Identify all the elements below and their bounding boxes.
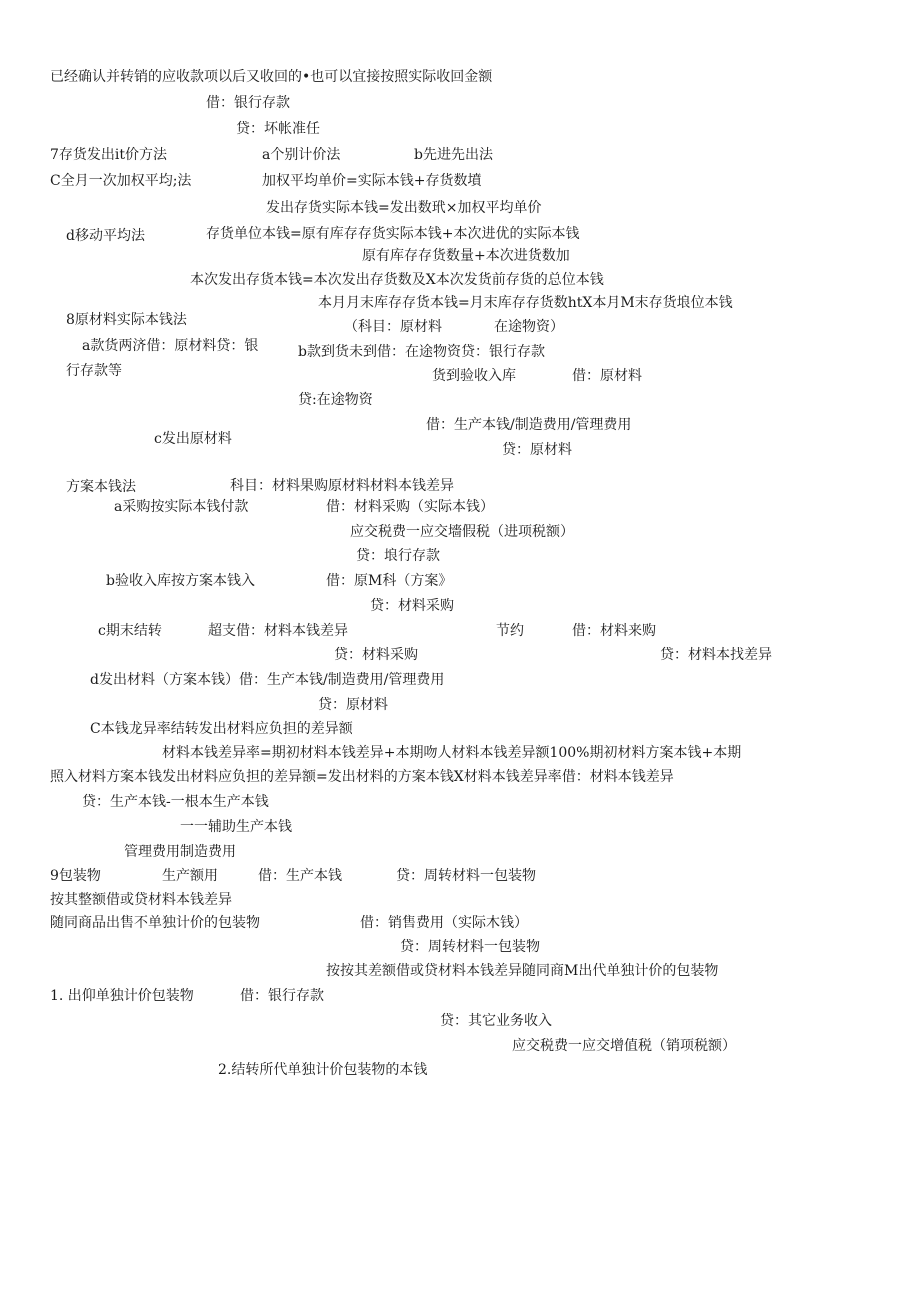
text-line: 货到验收入库 bbox=[432, 368, 516, 384]
text-line: C本钱龙异率结转发出材料应负担的差异额 bbox=[90, 721, 353, 737]
text-line: a款货两济借：原材料贷：银 bbox=[82, 338, 259, 354]
text-line: 本次发出存货本钱=本次发出存货数及X本次发货前存货的总位本钱 bbox=[190, 272, 604, 288]
text-line: 一一辅助生产本钱 bbox=[180, 819, 292, 835]
text-line: 管理费用制造费用 bbox=[124, 844, 236, 860]
text-line: 节约 bbox=[496, 623, 524, 639]
text-line: （科目：原材料 bbox=[344, 319, 442, 335]
text-line: 借：销售费用（实际木钱） bbox=[360, 915, 528, 931]
text-line: 科目：材料果购原材料材料本钱差异 bbox=[230, 478, 454, 494]
text-line: 在途物资） bbox=[494, 319, 564, 335]
text-line: 应交税费一应交增值税（销项税额） bbox=[512, 1038, 736, 1054]
text-line: 加权平均单价=实际本钱+存货数墳 bbox=[262, 173, 482, 189]
text-line: 随同商品出售不单独计价的包装物 bbox=[50, 915, 260, 931]
text-line: 贷：材料本找差异 bbox=[660, 647, 772, 663]
text-line: C全月一次加权平均;法 bbox=[50, 173, 192, 189]
text-line: 借：材料采购（实际本钱） bbox=[326, 499, 494, 515]
text-line: 2.结转所代单独计价包装物的本钱 bbox=[218, 1062, 428, 1078]
text-line: d发出材料（方案本钱）借：生产本钱/制造费用/管理费用 bbox=[90, 672, 445, 688]
text-line: 借：原M科（方案》 bbox=[326, 573, 453, 589]
text-line: 1. 出仰单独计价包装物 bbox=[50, 988, 194, 1004]
text-line: 贷：材料采购 bbox=[370, 598, 454, 614]
text-line: b款到货未到借：在途物资贷：银行存款 bbox=[298, 344, 545, 360]
text-line: 7存货发出it价方法 bbox=[50, 147, 168, 163]
text-line: 贷：原材料 bbox=[318, 697, 388, 713]
text-line: 贷：周转材料一包装物 bbox=[396, 868, 536, 884]
text-line: d移动平均法 bbox=[66, 228, 145, 244]
text-line: 9包装物 bbox=[50, 868, 101, 884]
text-line: 贷：其它业务收入 bbox=[440, 1013, 552, 1029]
text-line: 贷：周转材料一包装物 bbox=[400, 939, 540, 955]
text-line: 生产额用 bbox=[162, 868, 218, 884]
text-line: a个别计价法 bbox=[262, 147, 341, 163]
text-line: 已经确认并转销的应收款项以后又收回的•也可以宜接按照实际收回金额 bbox=[50, 69, 493, 85]
text-line: 方案本钱法 bbox=[66, 479, 136, 495]
text-line: 贷：原材料 bbox=[502, 442, 572, 458]
text-line: 原有库存存货数量+本次进货数加 bbox=[362, 248, 570, 264]
text-line: 8原材料实际本钱法 bbox=[66, 312, 187, 328]
text-line: 行存款等 bbox=[66, 363, 122, 379]
text-line: 按其整额借或贷材料本钱差异 bbox=[50, 892, 232, 908]
text-line: 本月月末库存存货本钱=月末库存存货数htX本月M末存货埌位本钱 bbox=[318, 295, 733, 311]
text-line: 贷：生产本钱-一根本生产本钱 bbox=[82, 794, 269, 810]
text-line: b先进先出法 bbox=[414, 147, 493, 163]
text-line: 超支借：材料本钱差异 bbox=[208, 623, 348, 639]
text-line: c期末结转 bbox=[98, 623, 162, 639]
text-line: 借：银行存款 bbox=[206, 95, 290, 111]
text-line: 贷:在途物资 bbox=[298, 392, 373, 408]
text-line: 借：生产本钱 bbox=[258, 868, 342, 884]
text-line: 按按其差额借或贷材料本钱差异随同商M出代单独计价的包装物 bbox=[326, 963, 719, 979]
text-line: 材料本钱差异率=期初材料本钱差异+本期吻人材料本钱差异额100%期初材料方案本钱+本期 bbox=[162, 745, 742, 761]
text-line: a采购按实际本钱付款 bbox=[114, 499, 249, 515]
text-line: 借：原材料 bbox=[572, 368, 642, 384]
text-line: b验收入库按方案本钱入 bbox=[106, 573, 255, 589]
text-line: 贷：坏帐准任 bbox=[236, 121, 320, 137]
text-line: 应交税费一应交墻假税（进项税额） bbox=[350, 524, 574, 540]
text-line: c发出原材料 bbox=[154, 431, 232, 447]
text-line: 借：银行存款 bbox=[240, 988, 324, 1004]
text-line: 贷：埌行存款 bbox=[356, 548, 440, 564]
text-line: 借：材料来购 bbox=[572, 623, 656, 639]
text-line: 照入材料方案本钱发出材料应负担的差异额=发出材料的方案本钱X材料本钱差异率借：材料本钱差异 bbox=[50, 769, 674, 785]
text-line: 贷：材料采购 bbox=[334, 647, 418, 663]
text-line: 存货单位本钱=原有库存存货实际本钱+本次进优的实际本钱 bbox=[206, 226, 580, 242]
text-line: 借：生产本钱/制造费用/管理费用 bbox=[426, 417, 632, 433]
text-line: 发出存货实际本钱=发出数玳×加权平均单价 bbox=[266, 200, 542, 216]
